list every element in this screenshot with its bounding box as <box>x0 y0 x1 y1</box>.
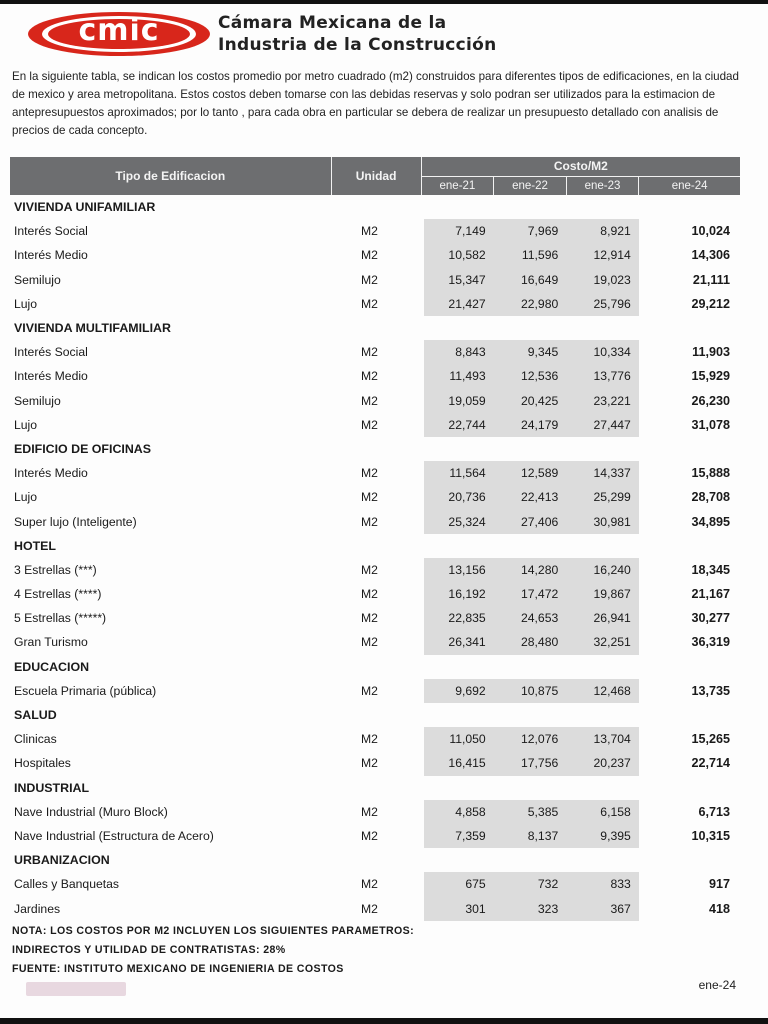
cost-cell: 17,756 <box>494 751 567 775</box>
cost-cell: 4,858 <box>421 800 494 824</box>
unit-cell: M2 <box>361 296 378 311</box>
unit-cell: M2 <box>361 248 378 263</box>
unit-cell: M2 <box>361 490 378 505</box>
header-unidad: Unidad <box>331 157 421 195</box>
cost-cell-current: 31,078 <box>691 417 730 432</box>
unit-cell: M2 <box>361 224 378 239</box>
cost-cell: 16,649 <box>494 268 567 292</box>
cost-cell: 16,240 <box>566 558 639 582</box>
table-row <box>10 824 740 848</box>
unit-cell: M2 <box>361 514 378 529</box>
cost-cell: 12,536 <box>494 364 567 388</box>
cost-cell: 12,589 <box>494 461 567 485</box>
unit-cell: M2 <box>361 828 378 843</box>
cost-cell: 28,480 <box>494 630 567 654</box>
cost-cell: 22,744 <box>421 413 494 437</box>
cost-cell: 301 <box>421 896 494 920</box>
cost-cell: 27,406 <box>494 509 567 533</box>
org-name-line1: Cámara Mexicana de la <box>218 13 447 33</box>
header-tipo: Tipo de Edificacion <box>10 157 331 195</box>
category-label: INDUSTRIAL <box>14 780 90 795</box>
cost-cell: 17,472 <box>494 582 567 606</box>
cost-cell: 22,980 <box>494 292 567 316</box>
building-type: 5 Estrellas (*****) <box>14 611 107 626</box>
building-type: Lujo <box>14 490 38 505</box>
category-row <box>10 703 740 727</box>
building-type: Interés Medio <box>14 248 88 263</box>
cost-cell: 14,337 <box>566 461 639 485</box>
cost-cell: 12,914 <box>566 243 639 267</box>
cost-cell-current: 36,319 <box>691 635 730 650</box>
building-type: Nave Industrial (Muro Block) <box>14 804 168 819</box>
footer-date: ene-24 <box>698 978 736 992</box>
building-type: Semilujo <box>14 272 61 287</box>
cost-cell: 16,415 <box>421 751 494 775</box>
header-year: ene-23 <box>566 176 639 195</box>
building-type: 3 Estrellas (***) <box>14 562 97 577</box>
table-row <box>10 679 740 703</box>
cost-cell-current: 11,903 <box>692 345 730 360</box>
cost-cell: 20,736 <box>421 485 494 509</box>
org-name-line2: Industria de la Construcción <box>218 35 497 55</box>
cost-cell-current: 26,230 <box>691 393 730 408</box>
cost-cell: 21,427 <box>421 292 494 316</box>
table-row <box>10 485 740 509</box>
unit-cell: M2 <box>361 417 378 432</box>
table-row <box>10 461 740 485</box>
category-row <box>10 776 740 800</box>
unit-cell: M2 <box>361 756 378 771</box>
unit-cell: M2 <box>361 611 378 626</box>
cost-cell: 27,447 <box>566 413 639 437</box>
cost-cell-current: 18,345 <box>691 562 730 577</box>
cost-cell-current: 6,713 <box>698 804 730 819</box>
building-type: Calles y Banquetas <box>14 877 120 892</box>
cost-cell: 9,345 <box>494 340 567 364</box>
cost-cell: 12,076 <box>494 727 567 751</box>
table-row <box>10 243 740 267</box>
category-label: EDUCACION <box>14 659 90 674</box>
building-type: Escuela Primaria (pública) <box>14 683 157 698</box>
cost-cell-current: 21,167 <box>691 587 730 602</box>
redacted-mark <box>26 982 126 996</box>
cost-cell-current: 15,929 <box>691 369 730 384</box>
table-body <box>10 195 740 921</box>
building-type: Jardines <box>14 901 61 916</box>
cost-cell: 11,493 <box>421 364 494 388</box>
unit-cell: M2 <box>361 901 378 916</box>
building-type: Lujo <box>14 417 38 432</box>
table-row <box>10 389 740 413</box>
cost-cell: 13,776 <box>566 364 639 388</box>
building-type: Interés Social <box>14 224 88 239</box>
unit-cell: M2 <box>361 369 378 384</box>
unit-cell: M2 <box>361 877 378 892</box>
unit-cell: M2 <box>361 732 378 747</box>
cost-cell: 22,835 <box>421 606 494 630</box>
table-row <box>10 582 740 606</box>
building-type: Clinicas <box>14 732 57 747</box>
organization-name <box>218 12 497 56</box>
cost-cell-current: 28,708 <box>691 490 730 505</box>
cost-cell-current: 15,265 <box>691 732 730 747</box>
cost-cell: 24,653 <box>494 606 567 630</box>
cost-cell: 24,179 <box>494 413 567 437</box>
cost-cell-current: 14,306 <box>691 248 730 263</box>
table-row <box>10 509 740 533</box>
cost-cell: 19,023 <box>566 268 639 292</box>
unit-cell: M2 <box>361 587 378 602</box>
cost-cell: 20,237 <box>566 751 639 775</box>
cost-cell-current: 13,735 <box>691 683 730 698</box>
cost-cell: 7,969 <box>494 219 567 243</box>
unit-cell: M2 <box>361 683 378 698</box>
cost-cell: 25,299 <box>566 485 639 509</box>
note-line: INDIRECTOS Y UTILIDAD DE CONTRATISTAS: 28% <box>12 944 286 956</box>
header-year: ene-22 <box>494 176 567 195</box>
unit-cell: M2 <box>361 272 378 287</box>
building-type: Hospitales <box>14 756 71 771</box>
cost-cell: 14,280 <box>494 558 567 582</box>
table-row <box>10 872 740 896</box>
cost-cell: 23,221 <box>566 389 639 413</box>
building-type: Super lujo (Inteligente) <box>14 514 137 529</box>
cost-cell: 9,395 <box>566 824 639 848</box>
cost-cell: 20,425 <box>494 389 567 413</box>
cost-cell: 367 <box>566 896 639 920</box>
cost-cell: 833 <box>566 872 639 896</box>
cost-cell: 26,941 <box>566 606 639 630</box>
category-row <box>10 848 740 872</box>
unit-cell: M2 <box>361 345 378 360</box>
logo-text: cmic <box>78 13 160 48</box>
cost-cell-current: 30,277 <box>691 611 730 626</box>
building-type: Interés Medio <box>14 369 88 384</box>
cost-cell: 13,704 <box>566 727 639 751</box>
cost-cell-current: 21,111 <box>692 272 730 287</box>
cost-cell: 732 <box>494 872 567 896</box>
category-row <box>10 655 740 679</box>
category-row <box>10 437 740 461</box>
cost-table <box>10 157 740 921</box>
table-row <box>10 413 740 437</box>
cost-cell-current: 34,895 <box>691 514 730 529</box>
cost-cell: 32,251 <box>566 630 639 654</box>
cost-cell: 10,875 <box>494 679 567 703</box>
cost-cell: 11,050 <box>421 727 494 751</box>
notes <box>12 922 414 979</box>
bottom-border <box>0 1018 768 1024</box>
cost-cell: 19,059 <box>421 389 494 413</box>
cost-cell: 10,334 <box>566 340 639 364</box>
cost-cell: 30,981 <box>566 509 639 533</box>
table-row <box>10 800 740 824</box>
note-line: NOTA: LOS COSTOS POR M2 INCLUYEN LOS SIGUIENTES PARAMETROS: <box>12 925 415 937</box>
cost-cell-current: 15,888 <box>691 466 730 481</box>
cost-cell: 13,156 <box>421 558 494 582</box>
category-label: VIVIENDA MULTIFAMILIAR <box>14 321 171 336</box>
cost-cell: 11,596 <box>494 243 567 267</box>
cost-cell: 8,921 <box>566 219 639 243</box>
table-row <box>10 606 740 630</box>
cost-cell: 675 <box>421 872 494 896</box>
category-label: SALUD <box>14 708 57 723</box>
cost-cell: 25,796 <box>566 292 639 316</box>
cost-cell: 19,867 <box>566 582 639 606</box>
cost-cell: 15,347 <box>421 268 494 292</box>
table-row <box>10 630 740 654</box>
cost-cell: 12,468 <box>566 679 639 703</box>
cmic-logo <box>28 8 210 58</box>
cost-cell-current: 418 <box>708 901 730 916</box>
table-row <box>10 727 740 751</box>
cost-cell: 8,137 <box>494 824 567 848</box>
table-row <box>10 292 740 316</box>
cost-cell-current: 29,212 <box>691 296 730 311</box>
cost-cell: 22,413 <box>494 485 567 509</box>
table-row <box>10 896 740 920</box>
table-row <box>10 340 740 364</box>
unit-cell: M2 <box>361 804 378 819</box>
header-costo: Costo/M2 <box>421 157 740 176</box>
cost-cell: 5,385 <box>494 800 567 824</box>
cost-cell: 10,582 <box>421 243 494 267</box>
cost-cell-current: 10,315 <box>691 828 730 843</box>
table-row <box>10 268 740 292</box>
intro-paragraph: En la siguiente tabla, se indican los costos promedio por metro cuadrado (m2) construidos para diferentes tipos de edificaciones, en la ciudad de mexico y area metropolitana. Estos costos deben tomarse con las debidas reservas y solo podran ser utilizados para la estimacion de antepresupuestos aproximados; por lo tanto , para cada obra en particular se debera de realizar un presupuesto detallado con analisis de precios de cada concepto. <box>12 70 739 137</box>
table-row <box>10 751 740 775</box>
building-type: Lujo <box>14 296 38 311</box>
cost-cell: 7,149 <box>421 219 494 243</box>
building-type: Interés Social <box>14 345 88 360</box>
category-row <box>10 316 740 340</box>
cost-cell: 323 <box>494 896 567 920</box>
table-row <box>10 364 740 388</box>
unit-cell: M2 <box>361 562 378 577</box>
cost-cell: 16,192 <box>421 582 494 606</box>
cost-cell: 26,341 <box>421 630 494 654</box>
building-type: Semilujo <box>14 393 61 408</box>
header-year: ene-21 <box>421 176 494 195</box>
category-label: URBANIZACION <box>14 853 110 868</box>
cost-cell-current: 22,714 <box>691 756 730 771</box>
building-type: Interés Medio <box>14 466 88 481</box>
building-type: Nave Industrial (Estructura de Acero) <box>14 828 214 843</box>
category-label: VIVIENDA UNIFAMILIAR <box>14 200 156 215</box>
source-line: FUENTE: INSTITUTO MEXICANO DE INGENIERIA DE COSTOS <box>12 963 344 975</box>
top-border <box>0 0 768 4</box>
cost-cell-current: 917 <box>708 877 730 892</box>
building-type: Gran Turismo <box>14 635 88 650</box>
cost-cell: 9,692 <box>421 679 494 703</box>
building-type: 4 Estrellas (****) <box>14 587 102 602</box>
table-row <box>10 219 740 243</box>
cost-cell: 25,324 <box>421 509 494 533</box>
unit-cell: M2 <box>361 393 378 408</box>
unit-cell: M2 <box>361 466 378 481</box>
cost-cell: 6,158 <box>566 800 639 824</box>
table-row <box>10 558 740 582</box>
cost-cell-current: 10,024 <box>691 224 730 239</box>
header-year: ene-24 <box>639 176 740 195</box>
cost-cell: 7,359 <box>421 824 494 848</box>
cost-cell: 11,564 <box>421 461 494 485</box>
unit-cell: M2 <box>361 635 378 650</box>
cost-cell: 8,843 <box>421 340 494 364</box>
category-label: EDIFICIO DE OFICINAS <box>14 441 151 456</box>
category-label: HOTEL <box>14 538 56 553</box>
category-row <box>10 534 740 558</box>
category-row <box>10 195 740 219</box>
